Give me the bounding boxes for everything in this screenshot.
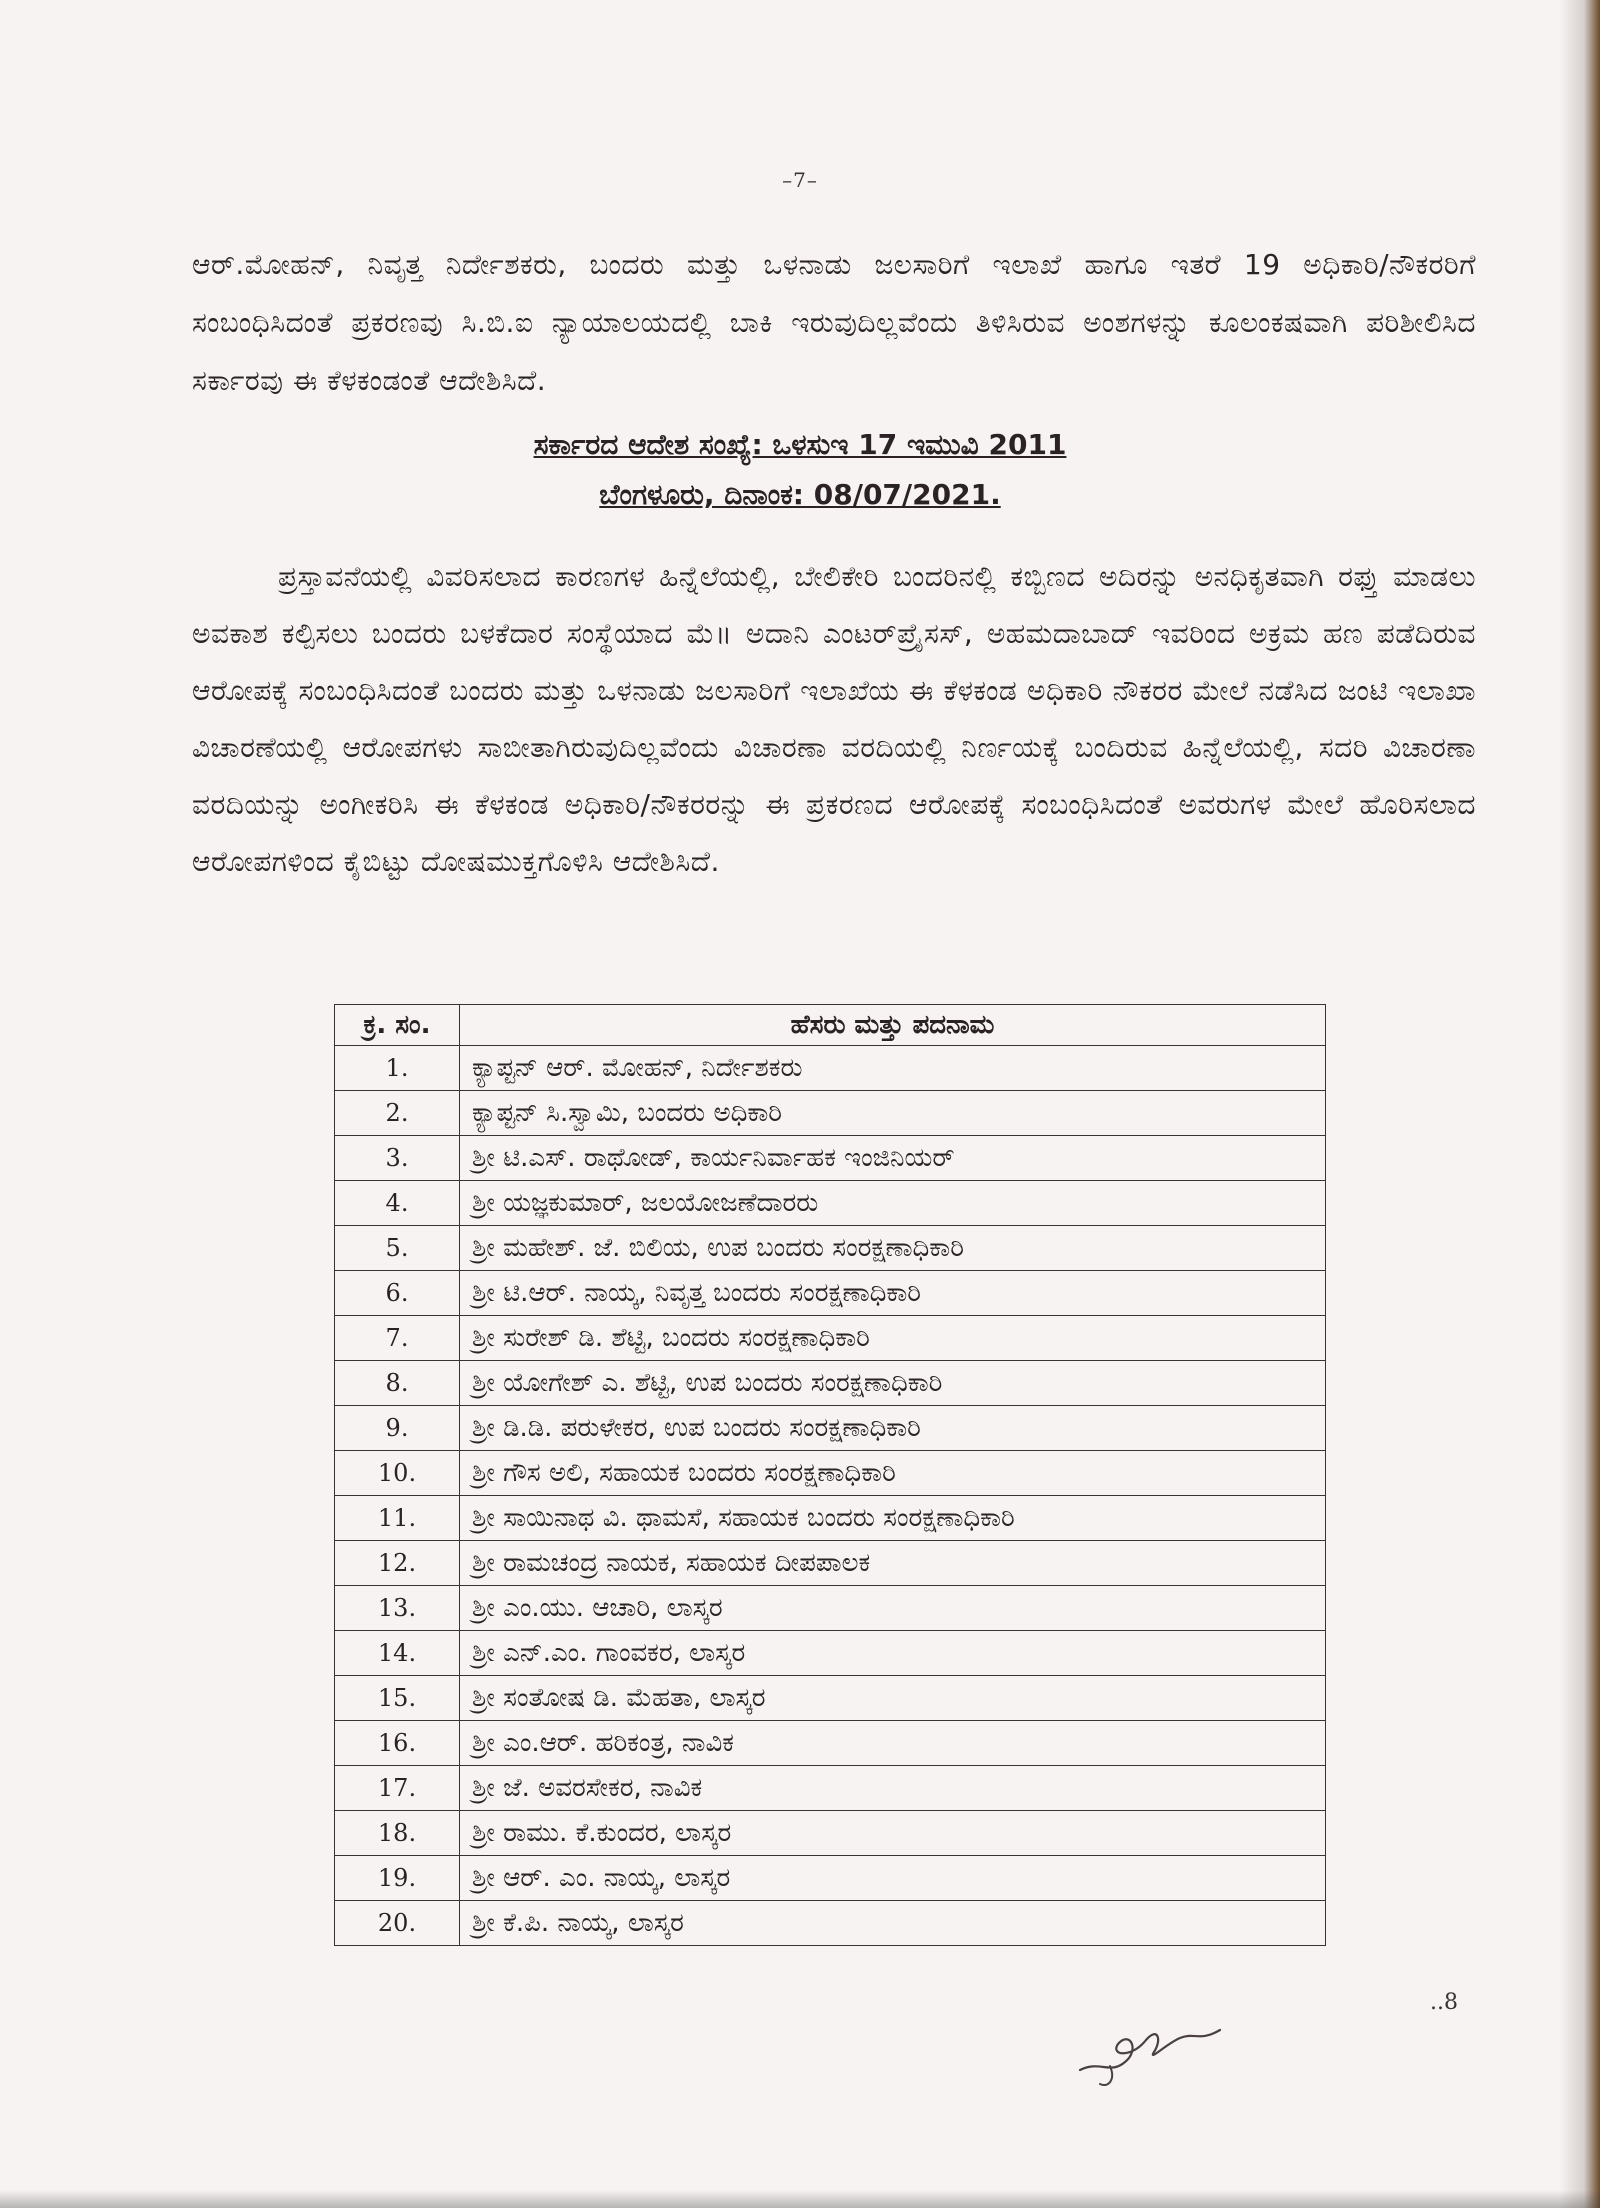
- row-name-designation: ಶ್ರೀ ಸಾಯಿನಾಥ ವಿ. ಥಾಮಸೆ, ಸಹಾಯಕ ಬಂದರು ಸಂರಕ್ಷಣಾಧಿಕಾರಿ: [460, 1496, 1326, 1541]
- table-row: [335, 1451, 1326, 1496]
- row-serial-no: 16.: [335, 1721, 460, 1766]
- page-edge-shadow: [1560, 0, 1600, 2208]
- row-serial-no: 12.: [335, 1541, 460, 1586]
- table-row: [335, 1811, 1326, 1856]
- row-serial-no: 20.: [335, 1901, 460, 1946]
- table-row: [335, 1136, 1326, 1181]
- row-name-designation: ಶ್ರೀ ಎಂ.ಯು. ಆಚಾರಿ, ಲಾಸ್ಕರ: [460, 1586, 1326, 1631]
- row-name-designation: ಶ್ರೀ ಎಂ.ಆರ್. ಹರಿಕಂತ್ರ, ನಾವಿಕ: [460, 1721, 1326, 1766]
- table-header-row: [335, 1005, 1326, 1046]
- signature-image: [1070, 2000, 1250, 2090]
- row-name-designation: ಶ್ರೀ ಸಂತೋಷ ಡಿ. ಮೆಹತಾ, ಲಾಸ್ಕರ: [460, 1676, 1326, 1721]
- table-row: [335, 1316, 1326, 1361]
- intro-paragraph: ಆರ್.ಮೋಹನ್, ನಿವೃತ್ತ ನಿರ್ದೇಶಕರು, ಬಂದರು ಮತ್ತು ಒಳನಾಡು ಜಲಸಾರಿಗೆ ಇಲಾಖೆ ಹಾಗೂ ಇತರೆ 19 ಅಧಿಕಾರಿ/ನೌಕರರಿಗೆ ಸಂಬಂಧಿಸಿದಂತೆ ಪ್ರಕರಣವು ಸಿ.ಬಿ.ಐ ನ್ಯಾಯಾಲಯದಲ್ಲಿ ಬಾಕಿ ಇರುವುದಿಲ್ಲವೆಂದು ತಿಳಿಸಿರುವ ಅಂಶಗಳನ್ನು ಕೂಲಂಕಷವಾಗಿ ಪರಿಶೀಲಿಸಿದ ಸರ್ಕಾರವು ಈ ಕೆಳಕಂಡಂತೆ ಆದೇಶಿಸಿದೆ.: [192, 248, 1476, 397]
- table-row: [335, 1181, 1326, 1226]
- row-serial-no: 14.: [335, 1631, 460, 1676]
- header-serial-no: ಕ್ರ. ಸಂ.: [335, 1005, 460, 1046]
- row-serial-no: 19.: [335, 1856, 460, 1901]
- row-name-designation: ಶ್ರೀ ಆರ್. ಎಂ. ನಾಯ್ಕ, ಲಾಸ್ಕರ: [460, 1856, 1326, 1901]
- table-row: [335, 1271, 1326, 1316]
- row-serial-no: 8.: [335, 1361, 460, 1406]
- row-serial-no: 11.: [335, 1496, 460, 1541]
- next-page-marker: ..8: [1430, 1990, 1458, 2015]
- row-name-designation: ಕ್ಯಾಪ್ಟನ್ ಸಿ.ಸ್ವಾಮಿ, ಬಂದರು ಅಧಿಕಾರಿ: [460, 1091, 1326, 1136]
- order-date: ಬೆಂಗಳೂರು, ದಿನಾಂಕ: 08/07/2021.: [599, 478, 1001, 511]
- page-number: –7–: [782, 168, 818, 192]
- row-name-designation: ಶ್ರೀ ಮಹೇಶ್. ಜೆ. ಬಿಲಿಯ, ಉಪ ಬಂದರು ಸಂರಕ್ಷಣಾಧಿಕಾರಿ: [460, 1226, 1326, 1271]
- table-row: [335, 1586, 1326, 1631]
- row-name-designation: ಕ್ಯಾಪ್ಟನ್ ಆರ್. ಮೋಹನ್, ನಿರ್ದೇಶಕರು: [460, 1046, 1326, 1091]
- table-row: [335, 1766, 1326, 1811]
- table-row: [335, 1046, 1326, 1091]
- table-row: [335, 1721, 1326, 1766]
- row-name-designation: ಶ್ರೀ ಟಿ.ಆರ್. ನಾಯ್ಕ, ನಿವೃತ್ತ ಬಂದರು ಸಂರಕ್ಷಣಾಧಿಕಾರಿ: [460, 1271, 1326, 1316]
- row-serial-no: 3.: [335, 1136, 460, 1181]
- order-body-text: ಪ್ರಸ್ತಾವನೆಯಲ್ಲಿ ವಿವರಿಸಲಾದ ಕಾರಣಗಳ ಹಿನ್ನೆಲೆಯಲ್ಲಿ, ಬೇಲಿಕೇರಿ ಬಂದರಿನಲ್ಲಿ ಕಬ್ಬಿಣದ ಅದಿರನ್ನು ಅನಧಿಕೃತವಾಗಿ ರಫ್ತು ಮಾಡಲು ಅವಕಾಶ ಕಲ್ಪಿಸಲು ಬಂದರು ಬಳಕೆದಾರ ಸಂಸ್ಥೆಯಾದ ಮೆ॥ ಅದಾನಿ ಎಂಟರ್‌ಪ್ರೈಸಸ್, ಅಹಮದಾಬಾದ್ ಇವರಿಂದ ಅಕ್ರಮ ಹಣ ಪಡೆದಿರುವ ಆರೋಪಕ್ಕೆ ಸಂಬಂಧಿಸಿದಂತೆ ಬಂದರು ಮತ್ತು ಒಳನಾಡು ಜಲಸಾರಿಗೆ ಇಲಾಖೆಯ ಈ ಕೆಳಕಂಡ ಅಧಿಕಾರಿ ನೌಕರರ ಮೇಲೆ ನಡೆಸಿದ ಜಂಟಿ ಇಲಾಖಾ ವಿಚಾರಣೆಯಲ್ಲಿ ಆರೋಪಗಳು ಸಾಬೀತಾಗಿರುವುದಿಲ್ಲವೆಂದು ವಿಚಾರಣಾ ವರದಿಯಲ್ಲಿ ನಿರ್ಣಯಕ್ಕೆ ಬಂದಿರುವ ಹಿನ್ನೆಲೆಯಲ್ಲಿ, ಸದರಿ ವಿಚಾರಣಾ ವರದಿಯನ್ನು ಅಂಗೀಕರಿಸಿ ಈ ಕೆಳಕಂಡ ಅಧಿಕಾರಿ/ನೌಕರರನ್ನು ಈ ಪ್ರಕರಣದ ಆರೋಪಕ್ಕೆ ಸಂಬಂಧಿಸಿದಂತೆ ಅವರುಗಳ ಮೇಲೆ ಹೊರಿಸಲಾದ ಆರೋಪಗಳಿಂದ ಕೈಬಿಟ್ಟು ದೋಷಮುಕ್ತಗೊಳಿಸಿ ಆದೇಶಿಸಿದೆ.: [192, 560, 1476, 878]
- header-name-designation: ಹೆಸರು ಮತ್ತು ಪದನಾಮ: [460, 1005, 1326, 1046]
- row-name-designation: ಶ್ರೀ ಸುರೇಶ್ ಡಿ. ಶೆಟ್ಟಿ, ಬಂದರು ಸಂರಕ್ಷಣಾಧಿಕಾರಿ: [460, 1316, 1326, 1361]
- row-serial-no: 4.: [335, 1181, 460, 1226]
- row-name-designation: ಶ್ರೀ ಎನ್.ಎಂ. ಗಾಂವಕರ, ಲಾಸ್ಕರ: [460, 1631, 1326, 1676]
- row-name-designation: ಶ್ರೀ ಗೌಸ ಅಲಿ, ಸಹಾಯಕ ಬಂದರು ಸಂರಕ್ಷಣಾಧಿಕಾರಿ: [460, 1451, 1326, 1496]
- row-name-designation: ಶ್ರೀ ಯಜ್ಞಕುಮಾರ್, ಜಲಯೋಜಣೆದಾರರು: [460, 1181, 1326, 1226]
- table-row: [335, 1361, 1326, 1406]
- row-name-designation: ಶ್ರೀ ಡಿ.ಡಿ. ಪರುಳೇಕರ, ಉಪ ಬಂದರು ಸಂರಕ್ಷಣಾಧಿಕಾರಿ: [460, 1406, 1326, 1451]
- row-serial-no: 10.: [335, 1451, 460, 1496]
- row-serial-no: 9.: [335, 1406, 460, 1451]
- row-name-designation: ಶ್ರೀ ಕೆ.ಪಿ. ನಾಯ್ಕ, ಲಾಸ್ಕರ: [460, 1901, 1326, 1946]
- row-serial-no: 13.: [335, 1586, 460, 1631]
- row-serial-no: 2.: [335, 1091, 460, 1136]
- table-row: [335, 1226, 1326, 1271]
- table-row: [335, 1541, 1326, 1586]
- page-bottom-shadow: [0, 2190, 1600, 2208]
- order-number: ಸರ್ಕಾರದ ಆದೇಶ ಸಂಖ್ಯೆ: ಒಳಸುಇ 17 ಇಮುವಿ 2011: [533, 428, 1067, 461]
- row-serial-no: 7.: [335, 1316, 460, 1361]
- table-row: [335, 1901, 1326, 1946]
- row-name-designation: ಶ್ರೀ ರಾಮಚಂದ್ರ ನಾಯಕ, ಸಹಾಯಕ ದೀಪಪಾಲಕ: [460, 1541, 1326, 1586]
- row-serial-no: 15.: [335, 1676, 460, 1721]
- table-row: [335, 1496, 1326, 1541]
- table-row: [335, 1856, 1326, 1901]
- order-body-paragraph: [192, 548, 1476, 890]
- row-serial-no: 18.: [335, 1811, 460, 1856]
- table-body: [335, 1046, 1326, 1946]
- table-row: [335, 1091, 1326, 1136]
- order-heading: [0, 420, 1600, 520]
- row-serial-no: 17.: [335, 1766, 460, 1811]
- table-row: [335, 1406, 1326, 1451]
- row-name-designation: ಶ್ರೀ ಯೋಗೇಶ್ ಎ. ಶೆಟ್ಟಿ, ಉಪ ಬಂದರು ಸಂರಕ್ಷಣಾಧಿಕಾರಿ: [460, 1361, 1326, 1406]
- row-serial-no: 5.: [335, 1226, 460, 1271]
- row-name-designation: ಶ್ರೀ ಟಿ.ಎಸ್. ರಾಥೋಡ್, ಕಾರ್ಯನಿರ್ವಾಹಕ ಇಂಜಿನಿಯರ್: [460, 1136, 1326, 1181]
- row-name-designation: ಶ್ರೀ ಜೆ. ಅವರಸೇಕರ, ನಾವಿಕ: [460, 1766, 1326, 1811]
- row-name-designation: ಶ್ರೀ ರಾಮು. ಕೆ.ಕುಂದರ, ಲಾಸ್ಕರ: [460, 1811, 1326, 1856]
- row-serial-no: 6.: [335, 1271, 460, 1316]
- table-row: [335, 1631, 1326, 1676]
- table-row: [335, 1676, 1326, 1721]
- officers-table: [334, 1004, 1326, 1946]
- row-serial-no: 1.: [335, 1046, 460, 1091]
